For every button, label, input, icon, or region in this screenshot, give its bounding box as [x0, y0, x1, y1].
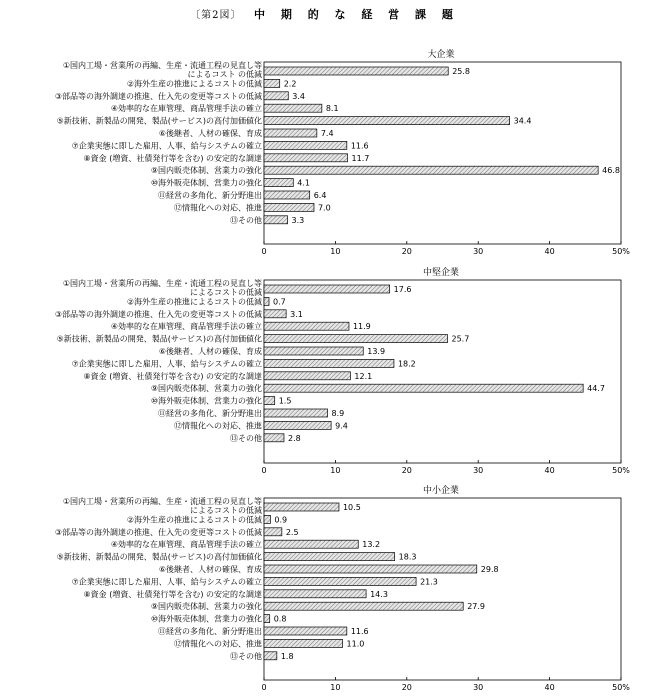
data-label: 10.5 [342, 503, 361, 512]
category-label: ⑪経営の多角化、新分野進出 [158, 409, 262, 418]
bar [264, 577, 416, 585]
data-label: 6.4 [313, 191, 327, 200]
x-tick-label: 50% [612, 247, 630, 256]
data-label: 14.3 [370, 589, 388, 599]
bar [264, 335, 447, 343]
bar [264, 67, 448, 75]
data-label: 25.8 [452, 67, 471, 76]
x-tick-label: 0 [261, 683, 267, 692]
bar [264, 297, 269, 305]
bar [264, 565, 477, 573]
category-label: ⑥後継者、人材の確保、育成 [158, 565, 262, 574]
data-label: 3.3 [291, 215, 305, 225]
data-label: 1.8 [280, 651, 294, 661]
bar [264, 590, 366, 598]
data-label: 11.6 [350, 627, 369, 636]
x-tick-label: 30 [473, 466, 484, 475]
data-label: 0.8 [273, 614, 287, 624]
data-label: 27.9 [467, 602, 486, 612]
bar [264, 540, 358, 548]
bar [264, 322, 349, 330]
bar [264, 141, 347, 149]
bar [264, 372, 350, 380]
panel-frame [264, 62, 621, 244]
x-tick-label: 40 [544, 247, 555, 256]
category-label: によるコスト の低減 [187, 70, 262, 79]
bar [264, 409, 328, 417]
bar [264, 553, 395, 561]
category-label: ③部品等の海外調達の推進、仕入先の変更等コストの低減 [54, 527, 262, 537]
data-label: 29.8 [480, 565, 499, 574]
category-label: ⑧資金 (増資、社債発行等を含む) の安定的な調達 [83, 589, 262, 599]
category-label: ⑪経営の多角化、新分野進出 [158, 627, 262, 636]
bar [264, 179, 293, 187]
data-label: 46.8 [602, 166, 620, 176]
x-tick-label: 40 [544, 683, 555, 692]
category-label: ④効率的な在庫管理、商品管理手法の確立 [110, 104, 262, 114]
category-label: ⑩海外販売体制、営業力の強化 [150, 614, 262, 624]
data-label: 2.2 [283, 79, 297, 89]
category-label: ⑤新技術、新製品の開発、製品(サービス)の高付加価値化 [56, 552, 262, 562]
category-label: ⑦企業実態に即した雇用、人事、給与システムの確立 [71, 577, 262, 587]
x-tick-label: 50% [612, 683, 630, 692]
data-label: 18.3 [398, 552, 417, 562]
data-label: 2.5 [285, 527, 299, 537]
category-label: ⑫情報化への対応、推進 [174, 203, 262, 213]
x-tick-label: 0 [261, 247, 267, 256]
category-label: ⑨国内販売体制、営業力の強化 [150, 602, 262, 612]
x-tick-label: 30 [473, 683, 484, 692]
panel-title: 中小企業 [422, 486, 460, 496]
bar [264, 627, 347, 635]
category-label: ⑫情報化への対応、推進 [174, 421, 262, 431]
bar [264, 421, 331, 429]
x-tick-label: 30 [473, 247, 484, 256]
panel-title: 大企業 [427, 50, 455, 60]
category-label: ①国内工場・営業所の再編、生産・流通工程の見直し等 [62, 61, 262, 70]
x-tick-label: 50% [612, 466, 630, 475]
bar [264, 310, 286, 318]
bar [264, 503, 339, 511]
x-tick-label: 20 [401, 683, 412, 692]
category-label: ⑦企業実態に即した雇用、人事、給与システムの確立 [71, 141, 262, 151]
category-label: ①国内工場・営業所の再編、生産・流通工程の見直し等 [62, 497, 262, 506]
bar [264, 528, 282, 536]
data-label: 0.9 [274, 515, 288, 525]
data-label: 0.7 [272, 297, 286, 307]
data-label: 4.1 [297, 178, 311, 188]
x-tick-label: 0 [261, 466, 267, 475]
x-tick-label: 10 [330, 247, 341, 256]
bar [264, 216, 288, 224]
x-tick-label: 10 [330, 466, 341, 475]
data-label: 8.9 [331, 409, 345, 418]
category-label: ④効率的な在庫管理、商品管理手法の確立 [110, 540, 262, 550]
category-label: ②海外生産の推進によるコストの低減 [126, 297, 262, 307]
bar [264, 166, 598, 174]
bar [264, 652, 277, 660]
bar [264, 384, 583, 392]
category-label: ⑦企業実態に即した雇用、人事、給与システムの確立 [71, 359, 262, 369]
data-label: 17.6 [393, 285, 412, 294]
category-label: ②海外生産の推進によるコストの低減 [126, 79, 262, 89]
category-label: ⑨国内販売体制、営業力の強化 [150, 384, 262, 394]
bar [264, 285, 390, 293]
bar [264, 515, 270, 523]
bar [264, 104, 322, 112]
data-label: 11.9 [352, 322, 371, 332]
bar [264, 359, 394, 367]
category-label: ⑩海外販売体制、営業力の強化 [150, 178, 262, 188]
data-label: 2.8 [287, 433, 301, 443]
category-label: ⑨国内販売体制、営業力の強化 [150, 166, 262, 176]
bar [264, 639, 343, 647]
category-label: ③部品等の海外調達の推進、仕入先の変更等コストの低減 [54, 309, 262, 319]
bar [264, 154, 348, 162]
category-label: ⑬その他 [230, 215, 262, 225]
data-label: 3.4 [292, 91, 306, 101]
category-label: ⑬その他 [230, 433, 262, 443]
category-label: ⑥後継者、人材の確保、育成 [158, 129, 262, 138]
data-label: 8.1 [325, 104, 339, 114]
data-label: 44.7 [587, 384, 605, 394]
data-label: 21.3 [420, 577, 438, 587]
data-label: 11.7 [351, 153, 370, 163]
data-label: 18.2 [397, 359, 416, 369]
data-label: 3.1 [290, 309, 303, 319]
bar [264, 602, 463, 610]
bar [264, 129, 317, 137]
x-tick-label: 40 [544, 466, 555, 475]
bar [264, 79, 280, 87]
data-label: 7.0 [317, 203, 331, 213]
category-label: によるコストの低減 [190, 506, 262, 515]
data-label: 12.1 [354, 371, 373, 381]
category-label: ③部品等の海外調達の推進、仕入先の変更等コストの低減 [54, 91, 262, 101]
category-label: ⑫情報化への対応、推進 [174, 639, 262, 649]
bar [264, 191, 310, 199]
data-label: 13.9 [367, 347, 386, 356]
bar [264, 117, 510, 125]
category-label: によるコストの低減 [190, 288, 262, 297]
bar [264, 203, 314, 211]
category-label: ⑧資金 (増資、社債発行等を含む) の安定的な調達 [83, 371, 262, 381]
data-label: 11.0 [346, 639, 365, 649]
x-tick-label: 20 [401, 247, 412, 256]
category-label: ⑪経営の多角化、新分野進出 [158, 191, 262, 200]
category-label: ⑧資金 (増資、社債発行等を含む) の安定的な調達 [83, 153, 262, 163]
category-label: ⑩海外販売体制、営業力の強化 [150, 396, 262, 406]
category-label: ⑥後継者、人材の確保、育成 [158, 347, 262, 356]
category-label: ⑬その他 [230, 651, 262, 661]
category-label: ⑤新技術、新製品の開発、製品(サービス)の高付加価値化 [56, 334, 262, 344]
data-label: 25.7 [451, 334, 470, 344]
category-label: ⑤新技術、新製品の開発、製品(サービス)の高付加価値化 [56, 116, 262, 126]
category-label: ④効率的な在庫管理、商品管理手法の確立 [110, 322, 262, 332]
data-label: 11.6 [350, 141, 369, 151]
figure-title-text: 中 期 的 な 経 営 課 題 [254, 8, 459, 21]
panel-frame [264, 498, 621, 680]
bar [264, 347, 363, 355]
bar [264, 434, 284, 442]
panel-title: 中堅企業 [422, 268, 460, 278]
data-label: 13.2 [362, 540, 381, 550]
figure-number: 〔第2図〕 [190, 10, 242, 21]
bar [264, 397, 275, 405]
bar [264, 615, 270, 623]
bar [264, 92, 288, 100]
category-label: ②海外生産の推進によるコストの低減 [126, 515, 262, 525]
data-label: 7.4 [320, 129, 334, 138]
category-label: ①国内工場・営業所の再編、生産・流通工程の見直し等 [62, 279, 262, 288]
data-label: 9.4 [335, 421, 348, 431]
data-label: 1.5 [278, 396, 292, 406]
data-label: 34.4 [513, 116, 532, 126]
x-tick-label: 20 [401, 466, 412, 475]
x-tick-label: 10 [330, 683, 341, 692]
